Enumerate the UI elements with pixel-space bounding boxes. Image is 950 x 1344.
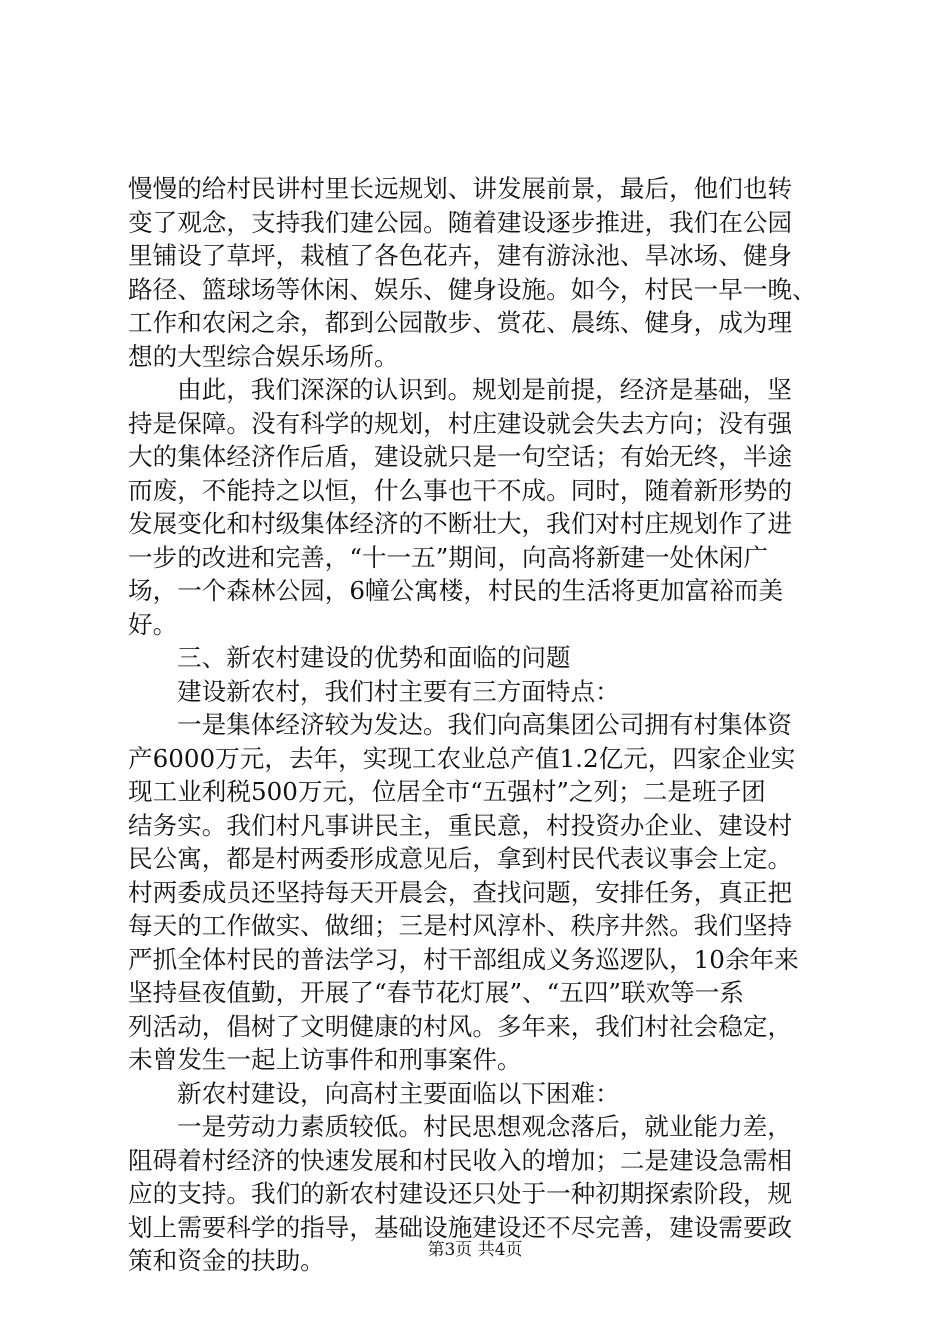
text-line: 划上需要科学的指导，基础设施建设还不尽完善，建设需要政 [128,1212,793,1242]
text-line: 工作和农闲之余，都到公园散步、赏花、晨练、健身，成为理 [128,308,793,337]
text-line: 产6000万元，去年，实现工农业总产值1.2亿元，四家企业实 [128,743,796,773]
text-line: 想的大型综合娱乐场所。 [128,341,399,371]
text-line: 坚持昼夜值勤，开展了“春节花灯展”、“五四”联欢等一系 [128,978,744,1007]
text-line: 阻碍着村经济的快速发展和村民收入的增加；二是建设急需相 [128,1145,793,1175]
text-line: 路径、篮球场等休闲、娱乐、健身设施。如今，村民一早一晚、 [128,274,817,304]
text-line: 里铺设了草坪，栽植了各色花卉，建有游泳池、旱冰场、健身 [128,241,793,270]
text-line: 由此，我们深深的认识到。规划是前提，经济是基础，坚 [177,375,792,404]
text-line: 一是集体经济较为发达。我们向高集团公司拥有村集体资 [177,710,792,739]
text-line: 新农村建设，向高村主要面临以下困难： [177,1078,620,1108]
text-line: 策和资金的扶助。 [128,1246,325,1275]
text-line: 变了观念，支持我们建公园。随着建设逐步推进，我们在公园 [128,207,793,237]
text-line: 民公寓，都是村两委形成意见后，拿到村民代表议事会上定。 [128,844,793,873]
page-number-footer: 第3页 共4页 [427,1240,523,1260]
text-line: 建设新农村，我们村主要有三方面特点： [177,676,620,706]
text-line: 发展变化和村级集体经济的不断壮大，我们对村庄规划作了进 [128,509,793,538]
document-body [128,172,850,1278]
text-line: 持是保障。没有科学的规划，村庄建设就会失去方向；没有强 [128,408,793,438]
text-line: 结务实。我们村凡事讲民主，重民意，村投资办企业、建设村 [128,810,793,840]
text-line: 列活动，倡树了文明健康的村风。多年来，我们村社会稳定， [128,1011,793,1041]
text-line: 严抓全体村民的普法学习，村干部组成义务巡逻队，10余年来 [128,944,799,974]
section-heading: 三、新农村建设的优势和面临的问题 [177,643,571,672]
text-line: 每天的工作做实、做细；三是村风淳朴、秩序井然。我们坚持 [128,911,793,940]
text-line: 一步的改进和完善，“十一五”期间，向高将新建一处休闲广 [128,542,768,572]
text-line: 场，一个森林公园，6幢公寓楼，村民的生活将更加富裕而美 [128,576,784,605]
text-line: 大的集体经济作后盾，建设就只是一句空话；有始无终，半途 [128,442,793,471]
text-line: 村两委成员还坚持每天开晨会，查找问题，安排任务，真正把 [128,877,793,907]
text-line: 而废，不能持之以恒，什么事也干不成。同时，随着新形势的 [128,475,793,505]
text-line: 未曾发生一起上访事件和刑事案件。 [128,1045,522,1074]
text-line: 现工业利税500万元，位居全市“五强村”之列；二是班子团 [128,777,766,806]
text-line: 好。 [128,609,178,639]
text-line: 一是劳动力素质较低。村民思想观念落后，就业能力差， [177,1112,792,1141]
text-line: 应的支持。我们的新农村建设还只处于一种初期探索阶段，规 [128,1179,793,1208]
text-line: 慢慢的给村民讲村里长远规划、讲发展前景，最后，他们也转 [128,174,793,203]
